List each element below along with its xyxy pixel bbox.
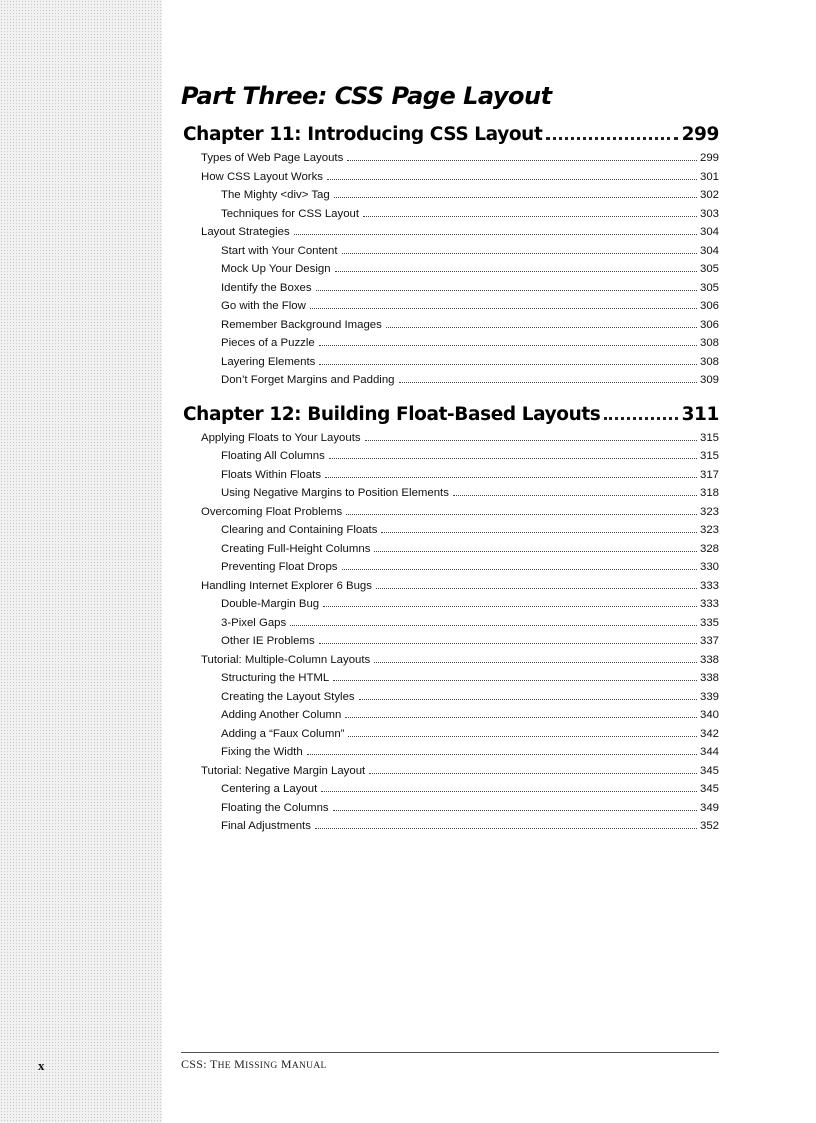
footer-book-title-part: HE	[217, 1061, 231, 1071]
entry-page-number: 299	[699, 152, 719, 164]
toc-subsection-entry[interactable]	[183, 820, 719, 839]
toc-subsection-entry[interactable]	[183, 282, 719, 301]
toc-subsection-entry[interactable]	[183, 356, 719, 375]
entry-page-number: 308	[699, 337, 719, 349]
entry-title: Adding a “Faux Column”	[221, 727, 345, 740]
toc-section-entry[interactable]	[183, 171, 719, 190]
entry-page-number: 338	[699, 653, 719, 666]
entry-page-number: 344	[699, 746, 719, 758]
dot-leader	[376, 588, 697, 589]
entry-title: Creating Full-Height Columns	[221, 542, 371, 555]
toc-subsection-entry[interactable]	[183, 263, 719, 282]
entry-page-number: 323	[699, 524, 719, 536]
entry-title: Identify the Boxes	[221, 281, 312, 294]
entry-page-number: 330	[699, 561, 719, 573]
entry-page-number: 305	[699, 281, 719, 294]
dot-leader	[334, 197, 697, 198]
entry-title: Other IE Problems	[221, 635, 315, 647]
entry-page-number: 352	[699, 820, 719, 832]
entry-page-number: 335	[699, 616, 719, 629]
footer-divider	[181, 1052, 719, 1053]
entry-title: Clearing and Containing Floats	[221, 524, 378, 536]
toc-subsection-entry[interactable]	[183, 487, 719, 506]
dot-leader	[342, 569, 697, 570]
entry-title: Preventing Float Drops	[221, 561, 338, 573]
entry-page-number: 338	[699, 672, 719, 684]
entry-title: Floating All Columns	[221, 450, 325, 462]
footer-book-title-part: M	[230, 1057, 246, 1071]
footer-book-title-part: ANUAL	[291, 1061, 327, 1071]
dot-leader	[319, 364, 697, 365]
part-title: Part Three: CSS Page Layout	[181, 82, 552, 110]
toc-subsection-entry[interactable]	[183, 208, 719, 227]
dot-leader	[319, 345, 697, 346]
entry-page-number: 323	[699, 505, 719, 518]
entry-page-number: 340	[699, 709, 719, 721]
dot-leader	[315, 828, 697, 829]
dot-leader	[290, 625, 697, 626]
dot-leader	[345, 717, 697, 718]
dot-leader	[342, 253, 697, 254]
entry-title: Tutorial: Multiple-Column Layouts	[201, 653, 371, 666]
toc-subsection-entry[interactable]	[183, 543, 719, 562]
entry-title: Fixing the Width	[221, 746, 303, 758]
toc-subsection-entry[interactable]	[183, 672, 719, 691]
entry-title: Go with the Flow	[221, 300, 306, 312]
entry-page-number: 302	[699, 189, 719, 201]
footer-book-title-part: ISSING	[245, 1061, 278, 1071]
dot-leader	[346, 514, 697, 515]
chapter-title: Chapter 12: Building Float-Based Layouts	[183, 403, 601, 425]
footer-book-title-part: CSS: T	[181, 1057, 218, 1071]
entry-page-number: 308	[699, 355, 719, 368]
toc-subsection-entry[interactable]	[183, 319, 719, 338]
entry-title: Don’t Forget Margins and Padding	[221, 374, 395, 386]
entry-page-number: 342	[699, 727, 719, 740]
toc-subsection-entry[interactable]	[183, 300, 719, 319]
dot-leader	[365, 440, 697, 441]
toc-subsection-entry[interactable]	[183, 374, 719, 393]
entry-title: Overcoming Float Problems	[201, 505, 343, 518]
entry-page-number: 315	[699, 431, 719, 444]
entry-title: Creating the Layout Styles	[221, 690, 355, 703]
side-margin-pattern	[0, 0, 162, 1123]
toc-subsection-entry[interactable]	[183, 469, 719, 488]
toc-section-entry[interactable]	[183, 506, 719, 525]
entry-title: Techniques for CSS Layout	[221, 207, 360, 220]
toc-subsection-entry[interactable]	[183, 450, 719, 469]
dot-leader	[327, 179, 697, 180]
entry-title: Types of Web Page Layouts	[201, 152, 344, 164]
entry-title: Tutorial: Negative Margin Layout	[201, 764, 366, 777]
dot-leader	[310, 308, 697, 309]
entry-page-number: 345	[699, 764, 719, 777]
toc-section-entry[interactable]	[183, 765, 719, 784]
entry-page-number: 328	[699, 542, 719, 555]
entry-page-number: 333	[699, 598, 719, 610]
entry-title: How CSS Layout Works	[201, 170, 323, 183]
footer-book-title	[181, 1057, 327, 1072]
entry-page-number: 305	[699, 263, 719, 275]
dot-leader	[329, 458, 697, 459]
toc-subsection-entry[interactable]	[183, 802, 719, 821]
entry-page-number: 317	[699, 468, 719, 481]
toc-subsection-entry[interactable]	[183, 245, 719, 264]
chapter-title: Chapter 11: Introducing CSS Layout	[183, 124, 543, 145]
entry-page-number: 304	[699, 244, 719, 257]
toc-section-entry[interactable]	[183, 152, 719, 171]
entry-title: Remember Background Images	[221, 318, 382, 331]
entry-page-number: 303	[699, 207, 719, 220]
toc-subsection-entry[interactable]	[183, 709, 719, 728]
toc-subsection-entry[interactable]	[183, 728, 719, 747]
toc-subsection-entry[interactable]	[183, 524, 719, 543]
toc-subsection-entry[interactable]	[183, 783, 719, 802]
entry-title: Start with Your Content	[221, 244, 338, 257]
toc-subsection-entry[interactable]	[183, 691, 719, 710]
chapter-page-number: 311	[681, 403, 719, 425]
entry-title: Adding Another Column	[221, 709, 342, 721]
dot-leader	[307, 754, 697, 755]
entry-title: The Mighty <div> Tag	[221, 189, 330, 201]
page-number: x	[38, 1058, 45, 1073]
dot-leader	[321, 791, 697, 792]
entry-page-number: 349	[699, 801, 719, 814]
toc-subsection-entry[interactable]	[183, 337, 719, 356]
toc-section-entry[interactable]	[183, 226, 719, 245]
dot-leader	[386, 327, 697, 328]
entry-title: Final Adjustments	[221, 820, 311, 832]
entry-title: Floats Within Floats	[221, 468, 322, 481]
dot-leader	[374, 662, 697, 663]
entry-title: 3-Pixel Gaps	[221, 616, 287, 629]
dot-leader	[348, 736, 697, 737]
entry-title: Using Negative Margins to Position Elements	[221, 487, 449, 499]
dot-leader	[316, 290, 697, 291]
entry-page-number: 306	[699, 300, 719, 312]
dot-leader	[335, 271, 697, 272]
entry-title: Centering a Layout	[221, 783, 318, 795]
entry-page-number: 309	[699, 374, 719, 386]
entry-page-number: 301	[699, 170, 719, 183]
dot-leader	[363, 216, 697, 217]
dot-leader	[347, 160, 697, 161]
entry-title: Applying Floats to Your Layouts	[201, 431, 361, 444]
table-of-contents	[183, 124, 719, 839]
dot-leader	[369, 773, 697, 774]
footer-book-title-part: M	[277, 1057, 292, 1071]
dot-leader	[325, 477, 697, 478]
dot-leader	[546, 137, 677, 140]
chapter-page-number: 299	[681, 124, 719, 145]
entry-title: Handling Internet Explorer 6 Bugs	[201, 579, 372, 592]
dot-leader	[381, 532, 697, 533]
entry-title: Pieces of a Puzzle	[221, 337, 315, 349]
entry-page-number: 337	[699, 635, 719, 647]
toc-subsection-entry[interactable]	[183, 617, 719, 636]
toc-subsection-entry[interactable]	[183, 189, 719, 208]
chapter-heading[interactable]	[183, 124, 719, 152]
toc-section-entry[interactable]	[183, 432, 719, 451]
toc-section-entry[interactable]	[183, 580, 719, 599]
toc-subsection-entry[interactable]	[183, 746, 719, 765]
entry-title: Structuring the HTML	[221, 672, 330, 684]
dot-leader	[294, 234, 697, 235]
dot-leader	[333, 680, 697, 681]
dot-leader	[604, 417, 677, 420]
toc-subsection-entry[interactable]	[183, 635, 719, 654]
chapter-heading[interactable]	[183, 404, 719, 432]
toc-section-entry[interactable]	[183, 654, 719, 673]
dot-leader	[399, 382, 697, 383]
entry-title: Layout Strategies	[201, 226, 290, 238]
dot-leader	[333, 810, 697, 811]
toc-subsection-entry[interactable]	[183, 561, 719, 580]
entry-title: Double-Margin Bug	[221, 598, 320, 610]
dot-leader	[319, 643, 697, 644]
entry-title: Floating the Columns	[221, 801, 329, 814]
entry-page-number: 315	[699, 450, 719, 462]
entry-title: Mock Up Your Design	[221, 263, 331, 275]
entry-title: Layering Elements	[221, 355, 316, 368]
entry-page-number: 333	[699, 579, 719, 592]
entry-page-number: 304	[699, 226, 719, 238]
entry-page-number: 306	[699, 318, 719, 331]
entry-page-number: 339	[699, 690, 719, 703]
dot-leader	[374, 551, 697, 552]
entry-page-number: 318	[699, 487, 719, 499]
dot-leader	[453, 495, 697, 496]
entry-page-number: 345	[699, 783, 719, 795]
toc-subsection-entry[interactable]	[183, 598, 719, 617]
dot-leader	[359, 699, 697, 700]
dot-leader	[323, 606, 697, 607]
